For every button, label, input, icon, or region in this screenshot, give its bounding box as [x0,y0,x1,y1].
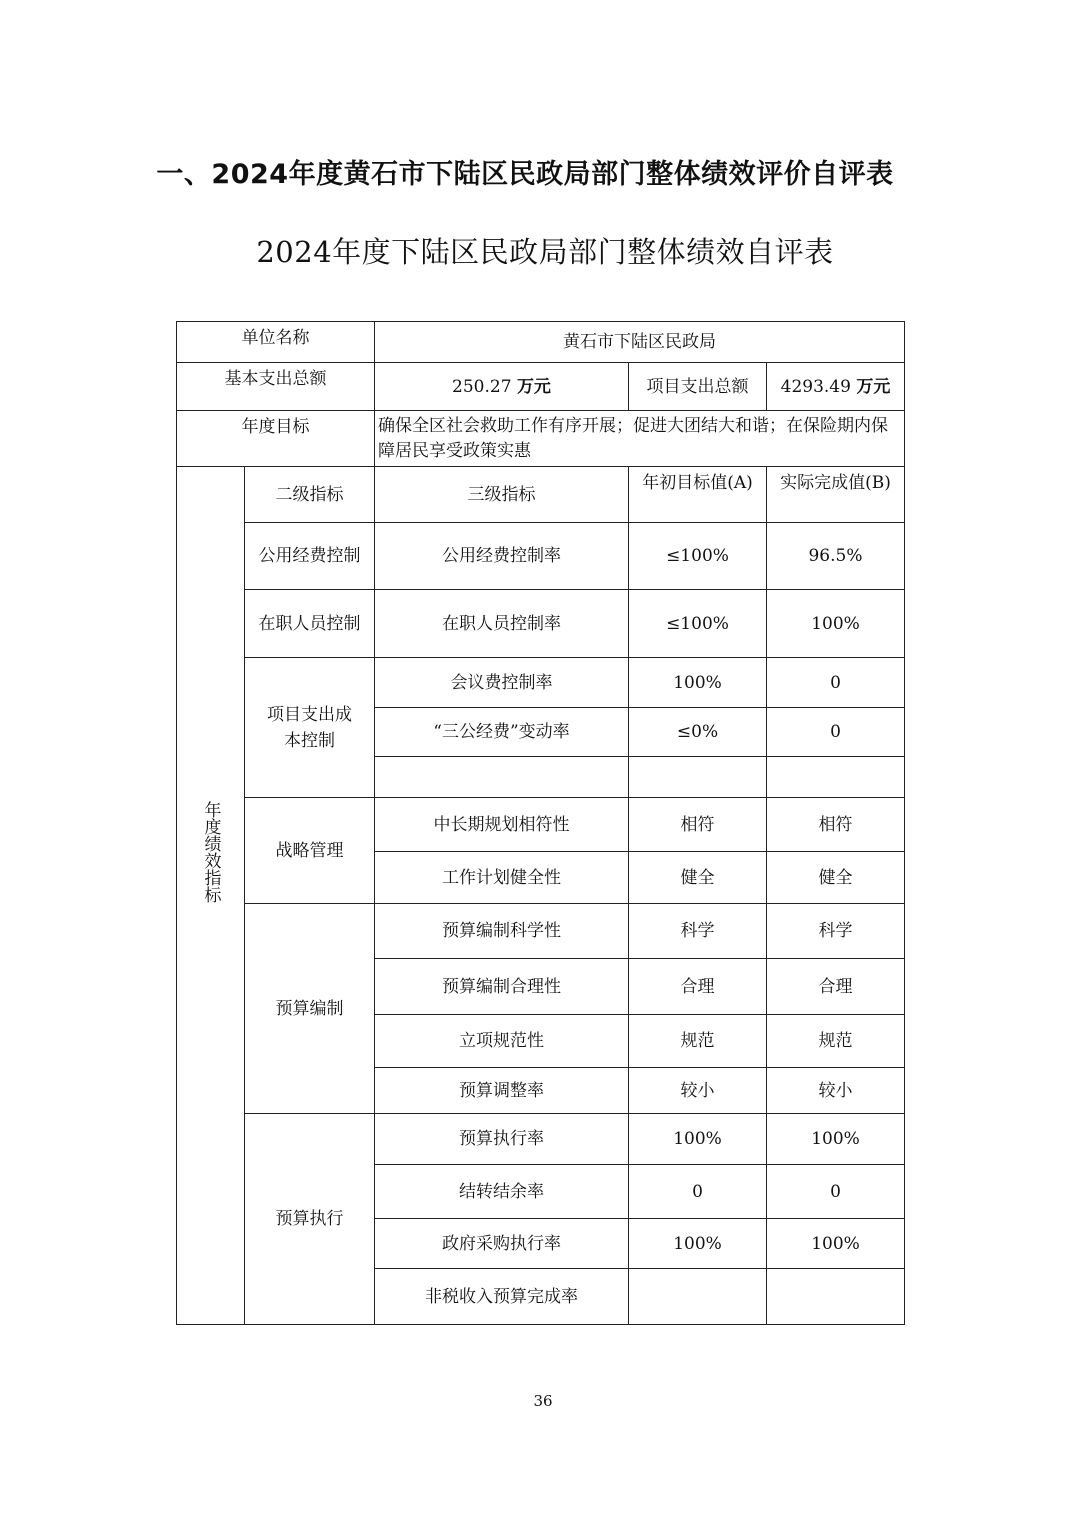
unit-value: 黄石市下陆区民政局 [375,322,905,363]
indicator-name: 预算执行率 [375,1114,629,1165]
indicator-name [375,757,629,798]
header-actual: 实际完成值(B) [767,467,905,523]
page-number: 36 [533,1392,553,1410]
target-value: 合理 [629,959,767,1015]
actual-value: 96.5% [767,523,905,590]
table-row [177,1114,905,1165]
table-row [177,658,905,708]
basic-expense-amount: 250.27 [452,376,512,397]
actual-value: 相符 [767,798,905,852]
annual-goal-row [177,411,905,467]
annual-goal-value: 确保全区社会救助工作有序开展；促进大团结大和谐；在保险期内保障居民享受政策实惠 [375,411,905,467]
indicator-name: 公用经费控制率 [375,523,629,590]
project-expense-label: 项目支出总额 [629,363,767,411]
actual-value [767,757,905,798]
unit-row [177,322,905,363]
indicator-name: 非税收入预算完成率 [375,1269,629,1325]
indicator-name: “三公经费”变动率 [375,708,629,757]
target-value: ≤100% [629,590,767,658]
indicator-name: 工作计划健全性 [375,852,629,904]
basic-expense-unit: 万元 [516,376,551,397]
indicator-section-cell [177,467,245,1325]
table-title: 2024年度下陆区民政局部门整体绩效自评表 [256,235,834,269]
table-row [177,798,905,852]
indicator-name: 会议费控制率 [375,658,629,708]
actual-value: 0 [767,1165,905,1219]
annual-goal-label: 年度目标 [177,411,375,467]
group-name: 项目支出成本控制 [245,658,375,798]
group-name: 公用经费控制 [245,523,375,590]
indicator-name: 结转结余率 [375,1165,629,1219]
project-expense-value [767,363,905,411]
group-name: 战略管理 [245,798,375,904]
indicator-name: 中长期规划相符性 [375,798,629,852]
actual-value: 较小 [767,1068,905,1114]
basic-expense-value [375,363,629,411]
target-value: 100% [629,1114,767,1165]
target-value: 0 [629,1165,767,1219]
target-value: 健全 [629,852,767,904]
basic-expense-label: 基本支出总额 [177,363,375,411]
header-level3: 三级指标 [375,467,629,523]
actual-value: 健全 [767,852,905,904]
group-name: 预算执行 [245,1114,375,1325]
actual-value: 规范 [767,1015,905,1068]
table-row [177,904,905,959]
target-value: ≤100% [629,523,767,590]
indicator-name: 预算编制合理性 [375,959,629,1015]
header-target: 年初目标值(A) [629,467,767,523]
actual-value: 合理 [767,959,905,1015]
project-expense-amount: 4293.49 [780,376,851,397]
actual-value: 科学 [767,904,905,959]
actual-value: 100% [767,1114,905,1165]
indicator-name: 预算调整率 [375,1068,629,1114]
target-value: 较小 [629,1068,767,1114]
target-value: ≤0% [629,708,767,757]
table-row [177,523,905,590]
actual-value: 0 [767,708,905,757]
project-expense-unit: 万元 [856,376,891,397]
actual-value: 100% [767,1219,905,1269]
header-row [177,467,905,523]
group-name: 在职人员控制 [245,590,375,658]
unit-label: 单位名称 [177,322,375,363]
target-value: 100% [629,1219,767,1269]
group-name: 预算编制 [245,904,375,1114]
indicator-name: 在职人员控制率 [375,590,629,658]
target-value [629,1269,767,1325]
indicator-name: 政府采购执行率 [375,1219,629,1269]
target-value: 规范 [629,1015,767,1068]
target-value: 相符 [629,798,767,852]
indicator-name: 预算编制科学性 [375,904,629,959]
actual-value: 100% [767,590,905,658]
header-level2: 二级指标 [245,467,375,523]
actual-value [767,1269,905,1325]
section-heading: 一、2024年度黄石市下陆区民政局部门整体绩效评价自评表 [156,159,894,190]
indicator-section-label: 年度绩效指标 [200,800,221,903]
table-row [177,590,905,658]
evaluation-table [176,321,905,1325]
target-value [629,757,767,798]
indicator-name: 立项规范性 [375,1015,629,1068]
target-value: 科学 [629,904,767,959]
expense-row [177,363,905,411]
target-value: 100% [629,658,767,708]
actual-value: 0 [767,658,905,708]
